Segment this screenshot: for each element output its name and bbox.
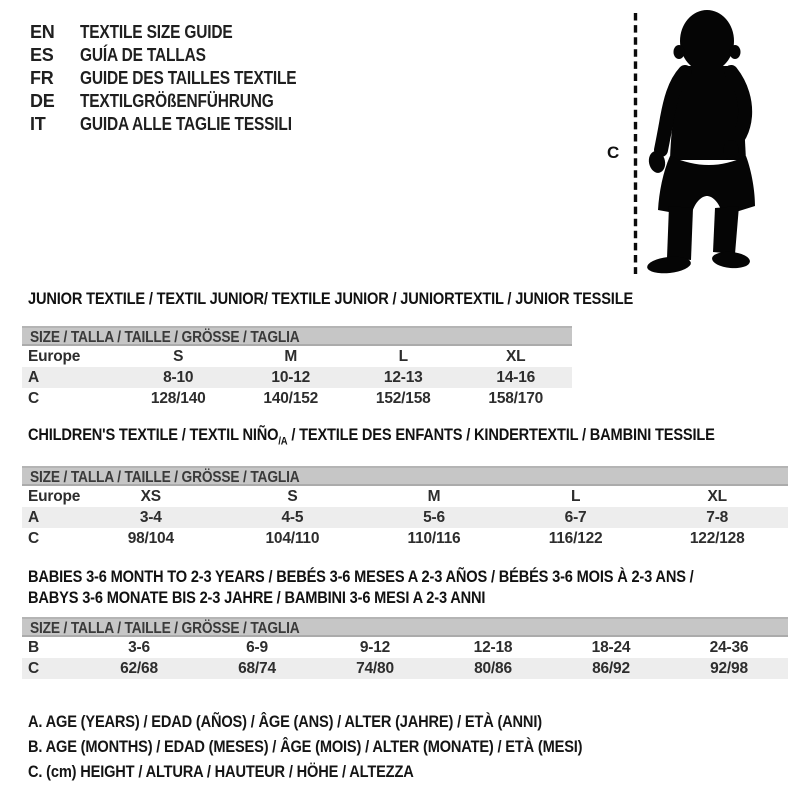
row-label-cell: Europe <box>28 487 81 505</box>
size-cell: S <box>173 347 184 365</box>
junior-section <box>22 289 634 409</box>
size-cell: 24-36 <box>709 638 749 656</box>
language-row <box>30 90 332 113</box>
row-label-cell: C <box>28 529 39 547</box>
row-label-cell: Europe <box>28 347 81 365</box>
row-label-cell: A <box>22 367 122 388</box>
children-section <box>22 425 788 549</box>
language-code: EN <box>30 22 55 42</box>
babies-size-table <box>22 637 788 679</box>
table-row <box>22 528 788 549</box>
size-cell: XL <box>506 347 526 365</box>
table-row <box>22 367 572 388</box>
baby-silhouette <box>646 10 755 275</box>
language-row <box>30 113 332 136</box>
size-cell: 6-9 <box>246 638 268 656</box>
size-cell: M <box>427 487 441 505</box>
size-cell: 14-16 <box>460 367 573 388</box>
size-cell: 98/104 <box>127 529 174 547</box>
size-cell: 68/74 <box>198 658 316 679</box>
size-cell: M <box>284 347 298 365</box>
language-code: DE <box>30 91 55 111</box>
height-measure-label: C <box>607 143 620 162</box>
size-cell: 128/140 <box>150 389 206 407</box>
language-title: TEXTILGRÖßENFÜHRUNG <box>80 91 274 111</box>
size-cell: 116/122 <box>548 529 603 547</box>
size-cell: 9-12 <box>359 638 391 656</box>
row-label-cell: C <box>22 658 80 679</box>
size-cell: 122/128 <box>689 529 745 547</box>
size-cell: 4-5 <box>222 507 364 528</box>
language-row <box>30 67 332 90</box>
size-cell: 7-8 <box>646 507 788 528</box>
table-row <box>22 388 572 409</box>
row-label-cell: B <box>28 638 39 656</box>
size-cell: 12-13 <box>347 367 460 388</box>
size-cell: 110/116 <box>407 529 461 547</box>
junior-size-table <box>22 346 572 409</box>
size-cell: 8-10 <box>122 367 235 388</box>
size-cell: 158/170 <box>488 389 544 407</box>
size-cell: S <box>287 487 298 505</box>
size-cell: XL <box>707 487 727 505</box>
size-header-bar: SIZE / TALLA / TAILLE / GRÖSSE / TAGLIA <box>22 617 788 637</box>
size-cell: 6-7 <box>505 507 647 528</box>
baby-height-figure <box>598 6 770 284</box>
table-row <box>22 637 788 658</box>
size-cell: 62/68 <box>80 658 198 679</box>
table-row <box>22 346 572 367</box>
children-size-table <box>22 486 788 549</box>
size-cell: XS <box>140 487 161 505</box>
size-cell: 5-6 <box>363 507 505 528</box>
size-cell: 104/110 <box>265 529 320 547</box>
baby-ear-left <box>674 45 685 59</box>
language-title: GUIDA ALLE TAGLIE TESSILI <box>80 114 292 134</box>
size-cell: 3-4 <box>80 507 222 528</box>
size-cell: 80/86 <box>434 658 552 679</box>
table-row <box>22 507 788 528</box>
size-cell: 152/158 <box>375 389 431 407</box>
footnote-legend <box>28 709 673 784</box>
footnote-c: C. (cm) HEIGHT / ALTURA / HAUTEUR / HÖHE / ALTEZZA <box>28 762 414 781</box>
language-code: IT <box>30 114 46 134</box>
language-title: TEXTILE SIZE GUIDE <box>80 22 233 42</box>
children-section-title: CHILDREN'S TEXTILE / TEXTIL $NIÑO_{/A}$ / TEXTILE DES ENFANTS / KINDERTEXTIL / BAMBINI TESSILE <box>28 425 715 448</box>
size-cell: 10-12 <box>235 367 348 388</box>
junior-section-title: JUNIOR TEXTILE / TEXTIL JUNIOR/ TEXTILE JUNIOR / JUNIORTEXTIL / JUNIOR TESSILE <box>28 289 634 308</box>
size-cell: 12-18 <box>473 638 513 656</box>
size-cell: 92/98 <box>670 658 788 679</box>
size-cell: 140/152 <box>263 389 319 407</box>
size-cell: 74/80 <box>316 658 434 679</box>
language-title: GUÍA DE TALLAS <box>80 45 206 65</box>
footnote-a: A. AGE (YEARS) / EDAD (AÑOS) / ÂGE (ANS) / ALTER (JAHRE) / ETÀ (ANNI) <box>28 712 542 731</box>
babies-section-title: BABIES 3-6 MONTH TO 2-3 YEARS / BEBÉS 3-6 MESES A 2-3 AÑOS / BÉBÉS 3-6 MOIS À 2-3 ANS / BABYS 3-6 MONATE BIS 2-3 JAHRE / BAMBINI 3-6 MESI A 2-3 ANNI <box>28 567 694 607</box>
size-cell: L <box>570 487 581 505</box>
table-row <box>22 486 788 507</box>
row-label-cell: C <box>28 389 39 407</box>
baby-ear-right <box>730 45 741 59</box>
table-row <box>22 658 788 679</box>
row-label-cell: A <box>22 507 80 528</box>
language-row <box>30 44 332 67</box>
size-cell: 86/92 <box>552 658 670 679</box>
size-cell: L <box>398 347 408 365</box>
size-header-bar: SIZE / TALLA / TAILLE / GRÖSSE / TAGLIA <box>22 326 572 346</box>
language-title: GUIDE DES TAILLES TEXTILE <box>80 68 297 88</box>
size-header-bar: SIZE / TALLA / TAILLE / GRÖSSE / TAGLIA <box>22 466 788 486</box>
size-cell: 3-6 <box>128 638 150 656</box>
language-row <box>30 21 332 44</box>
footnote-b: B. AGE (MONTHS) / EDAD (MESES) / ÂGE (MOIS) / ALTER (MONATE) / ETÀ (MESI) <box>28 737 583 756</box>
size-cell: 18-24 <box>591 638 631 656</box>
language-code: FR <box>30 68 54 88</box>
language-code: ES <box>30 45 54 65</box>
babies-section <box>22 566 788 679</box>
language-title-block <box>30 21 332 136</box>
